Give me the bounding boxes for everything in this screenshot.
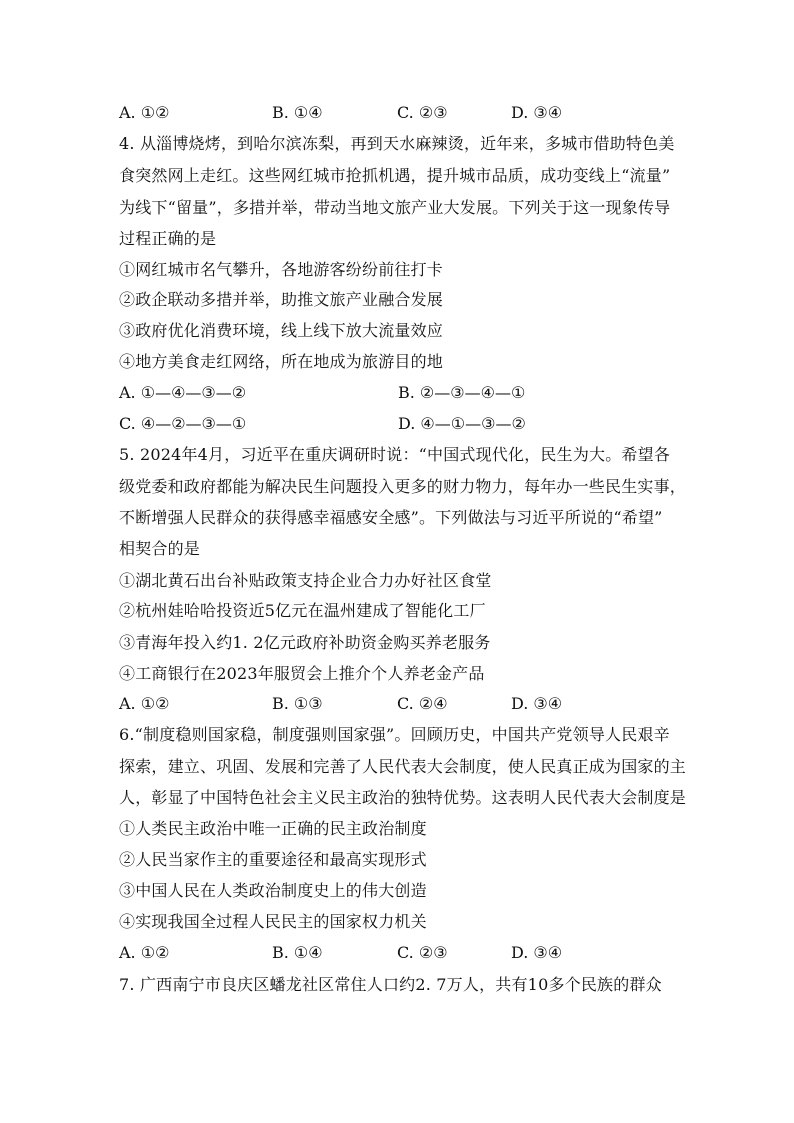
q3-option-a: A. ①② [119,103,170,122]
q4-item-1: ①网红城市名气攀升，各地游客纷纷前往打卡 [119,260,444,279]
q6-item-2: ②人民当家作主的重要途径和最高实现形式 [119,850,427,869]
q5-item-3: ③青海年投入约1. 2亿元政府补助资金购买养老服务 [119,633,491,652]
q5-item-2: ②杭州娃哈哈投资近5亿元在温州建成了智能化工厂 [119,601,486,620]
q4-option-b: B. ②—③—④—① [398,383,526,402]
q6-item-1: ①人类民主政治中唯一正确的民主政治制度 [119,819,427,838]
q5-option-d: D. ③④ [511,694,563,713]
q6-option-d: D. ③④ [511,943,563,962]
q6-option-b: B. ①④ [272,943,323,962]
q6-option-c: C. ②③ [397,943,448,962]
q5-item-1: ①湖北黄石出台补贴政策支持企业合力办好社区食堂 [119,571,492,590]
q4-item-2: ②政企联动多措并举，助推文旅产业融合发展 [119,290,444,309]
q6-stem-line-2: 探索，建立、巩固、发展和完善了人民代表大会制度，使人民真正成为国家的主 [119,757,687,776]
q4-item-4: ④地方美食走红网络，所在地成为旅游目的地 [119,352,444,371]
q5-stem-line-3: 不断增强人民群众的获得感幸福感安全感”。下列做法与习近平所说的“希望” [119,508,663,527]
q3-option-d: D. ③④ [511,103,563,122]
q4-stem-line-3: 为线下“留量”，多措并举，带动当地文旅产业大发展。下列关于这一现象传导 [119,198,671,217]
q4-item-3: ③政府优化消费环境，线上线下放大流量效应 [119,321,444,340]
q4-option-d: D. ④—①—③—② [398,414,526,433]
q4-option-a: A. ①—④—③—② [119,383,247,402]
q5-stem-line-2: 级党委和政府都能为解决民生问题投入更多的财力物力，每年办一些民生实事， [119,477,687,496]
q5-option-a: A. ①② [119,694,170,713]
q6-option-a: A. ①② [119,943,170,962]
q4-stem-line-2: 食突然网上走红。这些网红城市抢抓机遇，提升城市品质，成功变线上“流量” [119,166,671,185]
q3-option-c: C. ②③ [397,103,448,122]
q5-stem-line-4: 相契合的是 [119,539,201,558]
q3-option-b: B. ①④ [272,103,323,122]
q6-item-4: ④实现我国全过程人民民主的国家权力机关 [119,912,427,931]
q4-stem-line-1: 4. 从淄博烧烤，到哈尔滨冻梨，再到天水麻辣烫，近年来，多城市借助特色美 [119,134,675,153]
q6-stem-line-1: 6.“制度稳则国家稳，制度强则国家强”。回顾历史，中国共产党领导人民艰辛 [119,725,670,744]
q5-item-4: ④工商银行在2023年服贸会上推介个人养老金产品 [119,664,485,683]
q5-option-c: C. ②④ [397,694,448,713]
q5-option-b: B. ①③ [272,694,323,713]
q7-stem-line-1: 7. 广西南宁市良庆区蟠龙社区常住人口约2. 7万人，共有10多个民族的群众 [119,975,662,994]
q5-stem-line-1: 5. 2024年4月，习近平在重庆调研时说：“中国式现代化，民生为大。希望各 [119,445,671,464]
q4-stem-line-4: 过程正确的是 [119,229,217,248]
q6-stem-line-3: 人，彰显了中国特色社会主义民主政治的独特优势。这表明人民代表大会制度是 [119,788,687,807]
q6-item-3: ③中国人民在人类政治制度史上的伟大创造 [119,881,427,900]
q4-option-c: C. ④—②—③—① [119,414,247,433]
